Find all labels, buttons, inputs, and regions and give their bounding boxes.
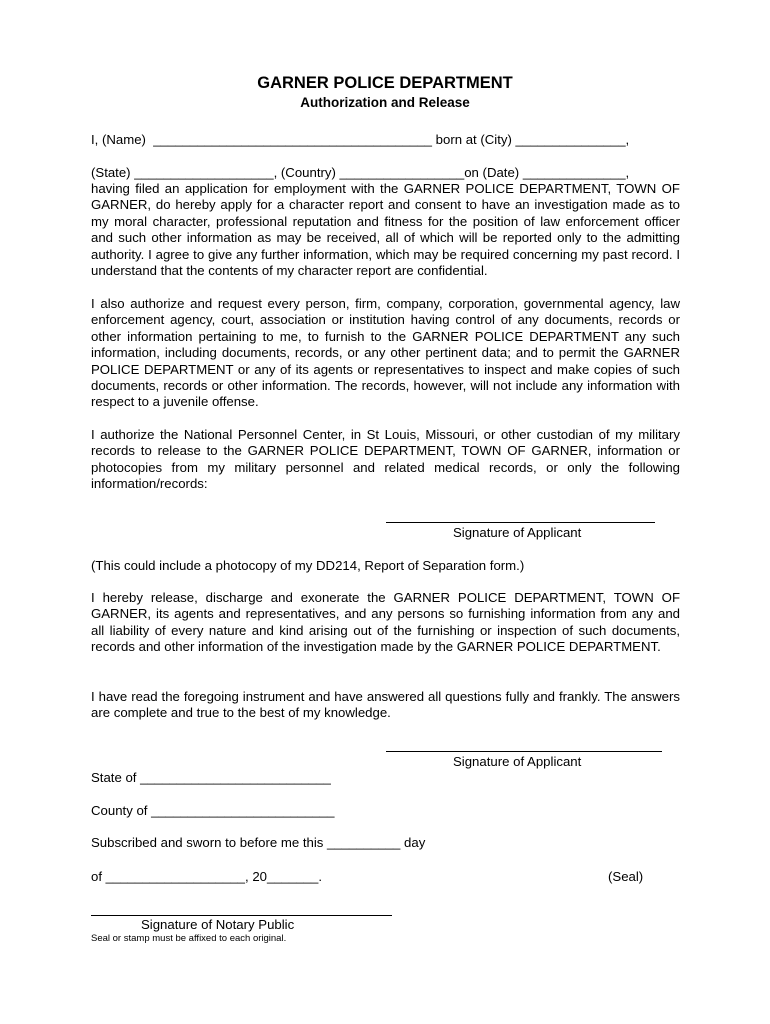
signature-line-2: [386, 751, 662, 752]
notary-signature-label: Signature of Notary Public: [141, 917, 295, 932]
signature-line-1: [386, 522, 655, 523]
seal-label: (Seal): [608, 869, 644, 884]
release-paragraph: [91, 590, 680, 656]
state-of-field: State of __________________________: [91, 770, 331, 785]
signature-label-1: Signature of Applicant: [453, 525, 582, 540]
dd214-note: (This could include a photocopy of my DD214, Report of Separation form.): [91, 558, 525, 573]
name-city-line: I, (Name) ______________________________________ born at (City) _______________,: [91, 132, 630, 147]
release-paragraph-text: I hereby release, discharge and exonerate the GARNER POLICE DEPARTMENT, TOWN OF GARNER, its agents and representatives, and any persons so furnishing information from any and all liability of every nature and kind arising out of the furnishing or inspection of such documents, records and other information of the investigation made by the GARNER POLICE DEPARTMENT.: [91, 590, 680, 655]
state-country-date-line: (State) ___________________, (Country) _________________on (Date) ______________,: [91, 165, 630, 180]
intro-paragraph: [91, 181, 680, 279]
signature-label-2: Signature of Applicant: [453, 754, 582, 769]
intro-paragraph-text: having filed an application for employment with the GARNER POLICE DEPARTMENT, TOWN OF GARNER, do hereby apply for a character report and consent to have an investigation made as to my moral character, professional reputation and fitness for the position of law enforcement officer and such other information as may be received, all of which will be reported only to the admitting authority. I agree to give any further information, which may be required concerning my past record. I understand that the contents of my character report are confidential.: [91, 181, 680, 279]
page-title: GARNER POLICE DEPARTMENT: [257, 74, 513, 92]
sworn-day-line: Subscribed and sworn to before me this __________ day: [91, 835, 426, 850]
county-of-field: County of _________________________: [91, 803, 335, 818]
authorization-paragraph: [91, 296, 680, 411]
acknowledgement-paragraph-text: I have read the foregoing instrument and have answered all questions fully and frankly. The answers are complete and true to the best of my knowledge.: [91, 689, 680, 721]
authorization-paragraph-text: I also authorize and request every person, firm, company, corporation, governmental agency, law enforcement agency, court, association or institution having control of any documents, records or other information pertaining to me, to furnish to the GARNER POLICE DEPARTMENT any such information, including documents, records, or any other pertinent data; and to permit the GARNER POLICE DEPARTMENT or any of its agents or representatives to inspect and make copies of such documents, records or other information. The records, however, will not include any information with respect to a juvenile offense.: [91, 296, 680, 410]
seal-footnote: Seal or stamp must be affixed to each original.: [91, 933, 287, 944]
military-records-paragraph-text: I authorize the National Personnel Center, in St Louis, Missouri, or other custodian of my military records to release to the GARNER POLICE DEPARTMENT, TOWN OF GARNER, information or photocopies from my military personnel and related medical records, or only the following information/records:: [91, 427, 680, 492]
sworn-date-line: of ___________________, 20_______.: [91, 869, 323, 884]
military-records-paragraph: [91, 427, 680, 493]
page-subtitle: Authorization and Release: [300, 95, 470, 110]
acknowledgement-paragraph: [91, 689, 680, 722]
notary-signature-line: [91, 915, 392, 916]
